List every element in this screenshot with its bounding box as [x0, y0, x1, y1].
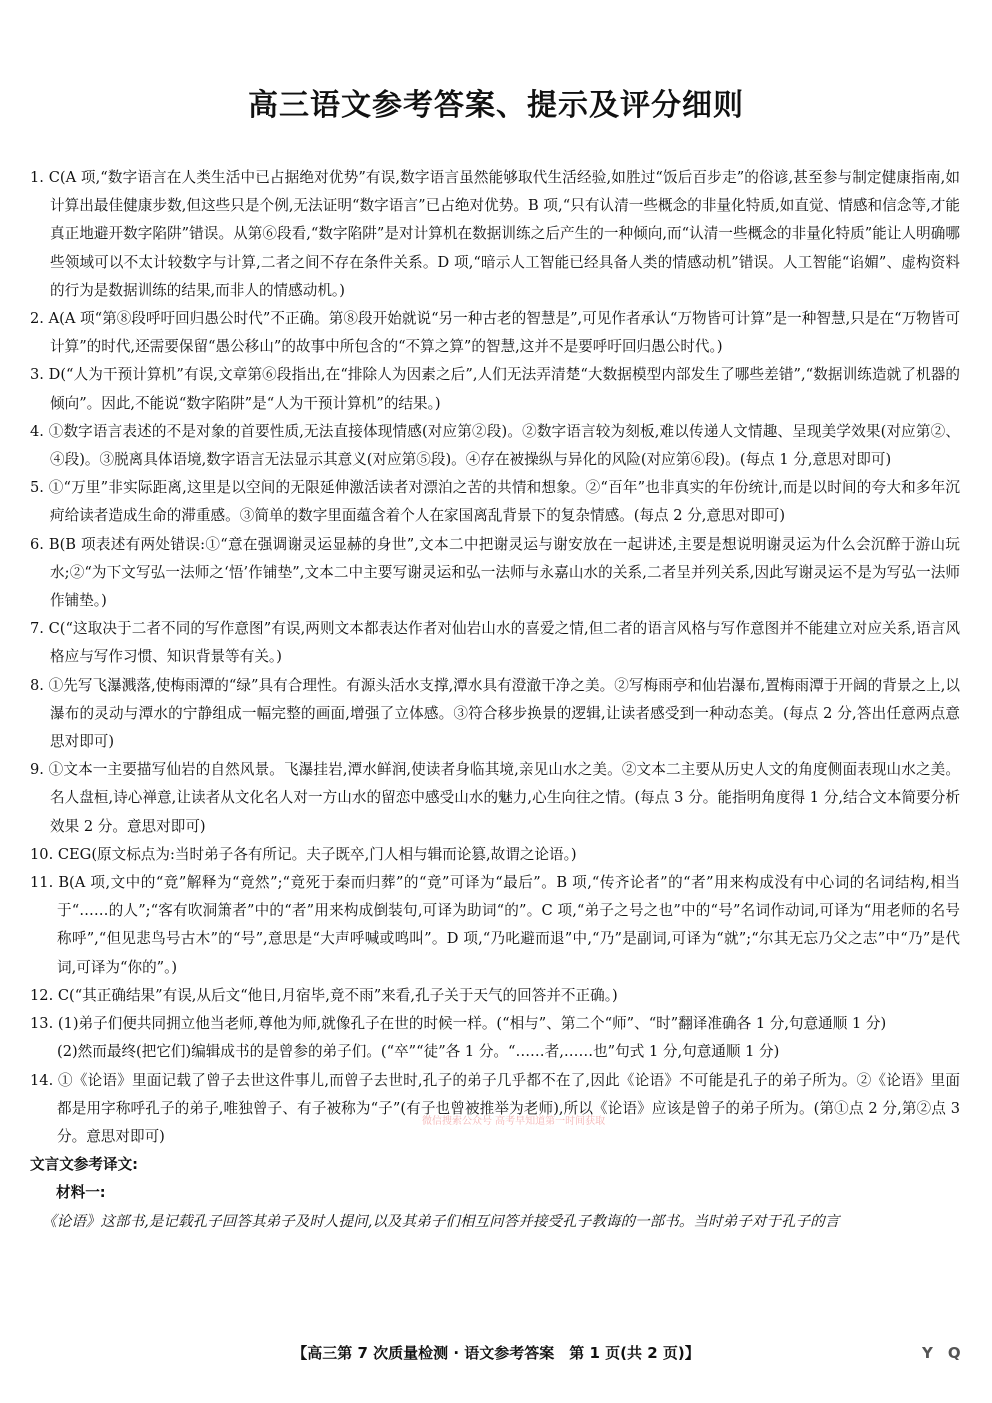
answer-item-5: 5. ①“万里”非实际距离,这里是以空间的无限延伸激活读者对漂泊之苦的共情和想象。②“百年”也非真实的年份统计,而是以时间的夸大和多年沉疴给读者造成生命的滞重感。③简单的数字里面蕴含着个人在家国离乱背景下的复杂情感。(每点 2 分,意思对即可) [30, 479, 960, 525]
answer-item-10: 10. CEG(原文标点为:当时弟子各有所记。夫子既卒,门人相与辑而论篡,故谓之论语。) [30, 845, 577, 863]
answer-item-11: 11. B(A 项,文中的“竟”解释为“竟然”;“竟死于秦而归葬”的“竟”可译为“最后”。B 项,“传齐论者”的“者”用来构成没有中心词的名词结构,相当于“……的人”;“客有吹洞箫者”中的“者”用来构成倒装句,可译为助词“的”。C 项,“弟子之号之也”中的“号”名词作动词,可译为“用老师的名号称呼”,“但见悲鸟号古木”的“号”,意思是“大声呼喊或鸣叫”。D 项,“乃叱避而退”中,“乃”是副词,可译为“就”;“尔其无忘乃父之志”中“乃”是代词,可译为“你的”。) [30, 874, 960, 976]
watermark-text: 微信搜索公众号 高考早知道第一时间获取 [422, 1116, 606, 1127]
page-footer: 【高三第 7 次质量检测 · 语文参考答案 第 1 页(共 2 页)】 [292, 1344, 700, 1362]
translation-header: 文言文参考译文: [30, 1156, 138, 1174]
answer-item-8: 8. ①先写飞瀑溅落,使梅雨潭的“绿”具有合理性。有源头活水支撑,潭水具有澄澈干净之美。②写梅雨亭和仙岩瀑布,置梅雨潭于开阔的背景之上,以瀑布的灵动与潭水的宁静组成一幅完整的画面,增强了立体感。③符合移步换景的逻辑,让读者感受到一种动态美。(每点 2 分,答出任意两点意思对即可) [30, 676, 960, 751]
answer-item-1: 1. C(A 项,“数字语言在人类生活中已占据绝对优势”有误,数字语言虽然能够取代生活经验,如胜过“饭后百步走”的俗谚,甚至参与制定健康指南,如计算出最佳健康步数,但这些只是个例,无法证明“数字语言”已占绝对优势。B 项,“只有认清一些概念的非量化特质,如直觉、情感和信念等,才能真正地避开数字陷阱”错误。从第⑥段看,“数字陷阱”是对计算机在数据训练之后产生的一种倾向,而“认清一些概念的非量化特质”能让人明确哪些领域可以不太计较数字与计算,二者之间不存在条件关系。D 项,“暗示人工智能已经具备人类的情感动机”错误。人工智能“谄媚”、虚构资料的行为是数据训练的结果,而非人的情感动机。) [30, 169, 960, 299]
page-title: 高三语文参考答案、提示及评分细则 [248, 88, 744, 123]
answer-item-13: 13. (1)弟子们便共同拥立他当老师,尊他为师,就像孔子在世的时候一样。(“相与”、第二个“师”、“时”翻译准确各 1 分,句意通顺 1 分) [30, 1015, 887, 1033]
answer-item-9: 9. ①文本一主要描写仙岩的自然风景。飞瀑挂岩,潭水鲜润,使读者身临其境,亲见山水之美。②文本二主要从历史人文的角度侧面表现山水之美。名人盘桓,诗心禅意,让读者从文化名人对一方山水的留恋中感受山水的魅力,心生向往之情。(每点 3 分。能指明角度得 1 分,结合文本简要分析效果 2 分。意思对即可) [30, 761, 960, 835]
answer-item-14: 14. ①《论语》里面记载了曾子去世这件事儿,而曾子去世时,孔子的弟子几乎都不在了,因此《论语》不可能是孔子的弟子所为。②《论语》里面都是用字称呼孔子的弟子,唯独曾子、有子被称为“子”(有子也曾被推举为老师),所以《论语》应该是曾子的弟子所为。(第①点 2 分,第②点 3 分。意思对即可) [30, 1071, 960, 1145]
answer-item-3: 3. D(“人为干预计算机”有误,文章第⑥段指出,在“排除人为因素之后”,人们无法弄清楚“大数据模型内部发生了哪些差错”,“数据训练造就了机器的倾向”。因此,不能说“数字陷阱”是“人为干预计算机”的结果。) [30, 366, 960, 412]
footer-code: Y Q [922, 1344, 961, 1362]
material-header: 材料一: [56, 1184, 106, 1202]
answer-item-6: 6. B(B 项表述有两处错误:①“意在强调谢灵运显赫的身世”,文本二中把谢灵运与谢安放在一起讲述,主要是想说明谢灵运为什么会沉醉于游山玩水;②“为下文写弘一法师之‘悟’作铺垫”,文本二中主要写谢灵运和弘一法师与永嘉山水的关系,二者呈并列关系,因此写谢灵运不是为写弘一法师作铺垫。) [30, 535, 960, 610]
answer-content [30, 164, 960, 1236]
answer-item-13-part-2: (2)然而最终(把它们)编辑成书的是曾参的弟子们。(“卒”“徒”各 1 分。“……者,……也”句式 1 分,句意通顺 1 分) [57, 1043, 780, 1061]
translation-text: 《论语》这部书,是记载孔子回答其弟子及时人提问,以及其弟子们相互问答并接受孔子教诲的一部书。当时弟子对于孔子的言 [42, 1212, 840, 1230]
answer-item-7: 7. C(“这取决于二者不同的写作意图”有误,两则文本都表达作者对仙岩山水的喜爱之情,但二者的语言风格与写作意图并不能建立对应关系,语言风格应与写作习惯、知识背景等有关。) [30, 620, 960, 666]
answer-item-4: 4. ①数字语言表述的不是对象的首要性质,无法直接体现情感(对应第②段)。②数字语言较为刻板,难以传递人文情趣、呈现美学效果(对应第②、④段)。③脱离具体语境,数字语言无法显示其意义(对应第⑤段)。④存在被操纵与异化的风险(对应第⑥段)。(每点 1 分,意思对即可) [30, 422, 960, 469]
answer-item-12: 12. C(“其正确结果”有误,从后文“他日,月宿毕,竟不雨”来看,孔子关于天气的回答并不正确。) [30, 986, 618, 1004]
answer-item-2: 2. A(A 项“第⑧段呼吁回归愚公时代”不正确。第⑧段开始就说“另一种古老的智慧是”,可见作者承认“万物皆可计算”是一种智慧,只是在“万物皆可计算”的时代,还需要保留“愚公移山”的故事中所包含的“不算之算”的智慧,这并不是要呼吁回归愚公时代。) [30, 310, 960, 356]
